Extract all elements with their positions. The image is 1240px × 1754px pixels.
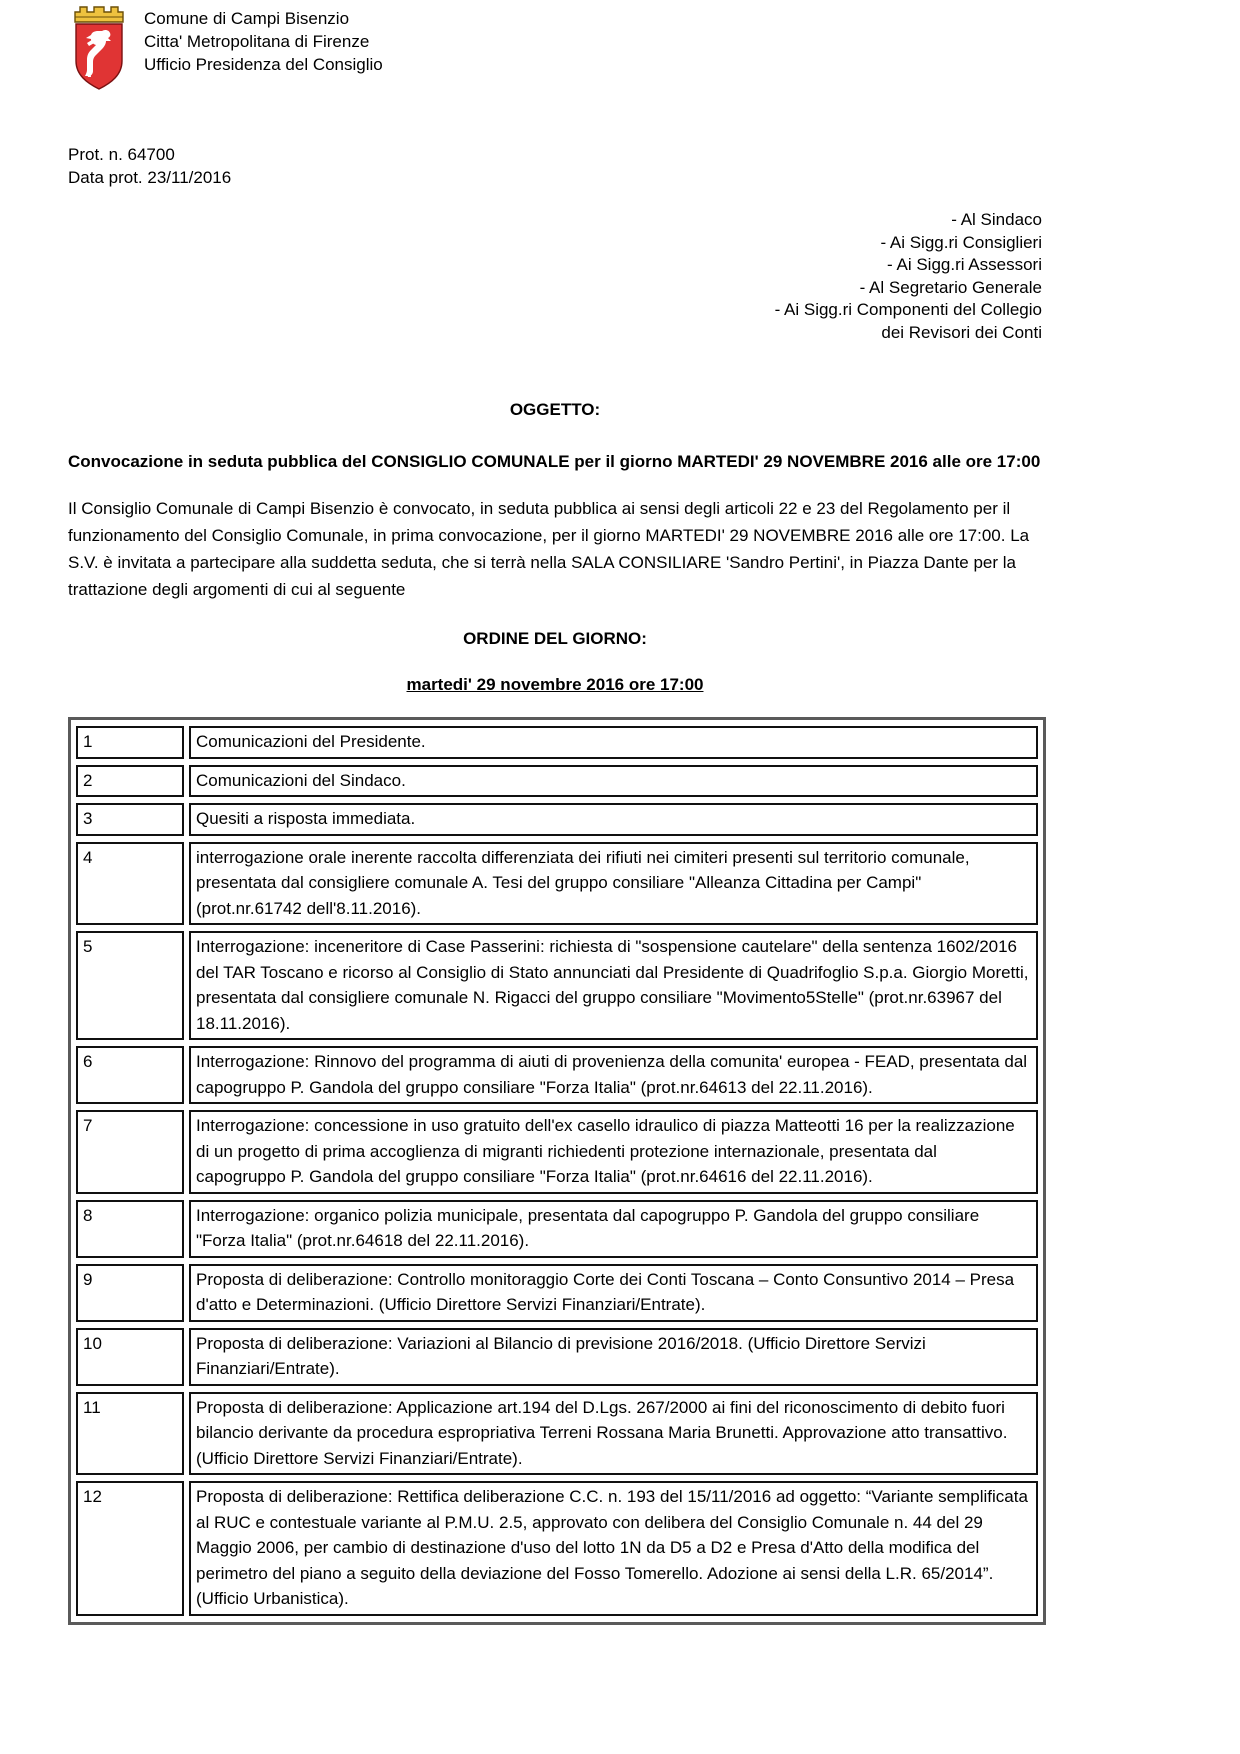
table-row xyxy=(76,1046,1038,1104)
protocol-number: Prot. n. 64700 xyxy=(68,145,175,164)
subject-bold-text: Convocazione in seduta pubblica del CONSIGLIO COMUNALE per il giorno MARTEDI' 29 NOVEMBRE 2016 alle ore 17:00 xyxy=(68,452,1041,471)
subject-label: OGGETTO: xyxy=(509,400,601,419)
protocol-date: Data prot. 23/11/2016 xyxy=(68,168,232,187)
table-row xyxy=(76,1264,1038,1322)
table-row xyxy=(76,726,1038,759)
agenda-title: ORDINE DEL GIORNO: xyxy=(463,629,647,648)
protocol-block xyxy=(68,143,1042,189)
org-line-citta: Citta' Metropolitana di Firenze xyxy=(144,32,370,51)
recipient-collegio: - Ai Sigg.ri Componenti del Collegio xyxy=(774,300,1042,319)
org-header xyxy=(68,0,1042,91)
agenda-item-number: 11 xyxy=(76,1392,184,1476)
agenda-item-number: 9 xyxy=(76,1264,184,1322)
table-row xyxy=(76,931,1038,1040)
agenda-item-number: 8 xyxy=(76,1200,184,1258)
agenda-item-number: 6 xyxy=(76,1046,184,1104)
agenda-item-number: 12 xyxy=(76,1481,184,1616)
org-line-ufficio: Ufficio Presidenza del Consiglio xyxy=(144,55,383,74)
recipients-block xyxy=(68,209,1042,344)
recipient-sindaco: - Al Sindaco xyxy=(951,210,1042,229)
agenda-item-text: Interrogazione: concessione in uso gratuito dell'ex casello idraulico di piazza Matteotti 16 per la realizzazione di un progetto di prima accoglienza di migranti richiedenti protezione internazionale, presentata dal capogruppo P. Gandola del gruppo consiliare "Forza Italia" (prot.nr.64616 del 22.11.2016). xyxy=(189,1110,1038,1194)
org-line-comune: Comune di Campi Bisenzio xyxy=(144,9,350,28)
agenda-item-text: Comunicazioni del Sindaco. xyxy=(189,765,1038,798)
document-content xyxy=(68,0,1042,1625)
agenda-item-text: interrogazione orale inerente raccolta differenziata dei rifiuti nei cimiteri presenti sul territorio comunale, presentata dal consigliere comunale A. Tesi del gruppo consiliare "Alleanza Cittadina per Campi" (prot.nr.61742 dell'8.11.2016). xyxy=(189,842,1038,926)
municipal-coat-of-arms-icon xyxy=(68,5,130,91)
agenda-item-text: Proposta di deliberazione: Rettifica deliberazione C.C. n. 193 del 15/11/2016 ad oggetto: “Variante semplificata al RUC e contestuale variante al P.M.U. 2.5, approvato con delibera del Consiglio Comunale n. 44 del 29 Maggio 2006, per cambio di destinazione d'uso del lotto 1N da D5 a D2 e Presa d'Atto della modifica del perimetro del piano a seguito della deviazione del Fosso Tomerello. Adozione ai sensi della L.R. 65/2014”. (Ufficio Urbanistica). xyxy=(189,1481,1038,1616)
agenda-item-number: 2 xyxy=(76,765,184,798)
recipient-consiglieri: - Ai Sigg.ri Consiglieri xyxy=(880,232,1042,252)
table-row xyxy=(76,1392,1038,1476)
agenda-item-number: 5 xyxy=(76,931,184,1040)
agenda-item-text: Proposta di deliberazione: Applicazione art.194 del D.Lgs. 267/2000 ai fini del riconoscimento di debito fuori bilancio derivante da procedura espropriativa Terreni Rossana Maria Brunetti. Approvazione atto transattivo. (Ufficio Direttore Servizi Finanziari/Entrate). xyxy=(189,1392,1038,1476)
table-row xyxy=(76,1328,1038,1386)
agenda-item-text: Quesiti a risposta immediata. xyxy=(189,803,1038,836)
table-row xyxy=(76,1110,1038,1194)
table-row xyxy=(76,803,1038,836)
agenda-table xyxy=(68,717,1046,1625)
recipient-segretario: - Al Segretario Generale xyxy=(859,277,1042,297)
recipient-revisori: dei Revisori dei Conti xyxy=(881,322,1042,342)
subject-body-paragraph: Il Consiglio Comunale di Campi Bisenzio è convocato, in seduta pubblica ai sensi degli articoli 22 e 23 del Regolamento per il funzionamento del Consiglio Comunale, in prima convocazione, per il giorno MARTEDI' 29 NOVEMBRE 2016 alle ore 17:00. La S.V. è invitata a partecipare alla suddetta seduta, che si terrà nella SALA CONSILIARE 'Sandro Pertini', in Piazza Dante per la trattazione degli argomenti di cui al seguente xyxy=(68,499,1030,599)
org-name-block xyxy=(144,5,383,76)
agenda-item-text: Interrogazione: Rinnovo del programma di aiuti di provenienza della comunita' europea - FEAD, presentata dal capogruppo P. Gandola del gruppo consiliare "Forza Italia" (prot.nr.64613 del 22.11.2016). xyxy=(189,1046,1038,1104)
agenda-item-number: 4 xyxy=(76,842,184,926)
recipient-assessori: - Ai Sigg.ri Assessori xyxy=(887,255,1042,274)
agenda-table-body xyxy=(76,726,1038,1616)
agenda-item-number: 1 xyxy=(76,726,184,759)
table-row xyxy=(76,1200,1038,1258)
agenda-item-text: Comunicazioni del Presidente. xyxy=(189,726,1038,759)
agenda-session-date: martedi' 29 novembre 2016 ore 17:00 xyxy=(406,675,704,694)
agenda-item-text: Interrogazione: inceneritore di Case Passerini: richiesta di "sospensione cautelare" della sentenza 1602/2016 del TAR Toscano e ricorso al Consiglio di Stato annunciati dal Presidente di Quadrifoglio S.p.a. Giorgio Moretti, presentata dal consigliere comunale N. Rigacci del gruppo consiliare "Movimento5Stelle" (prot.nr.63967 del 18.11.2016). xyxy=(189,931,1038,1040)
agenda-item-text: Interrogazione: organico polizia municipale, presentata dal capogruppo P. Gandola del gruppo consiliare "Forza Italia" (prot.nr.64618 del 22.11.2016). xyxy=(189,1200,1038,1258)
table-row xyxy=(76,842,1038,926)
agenda-item-text: Proposta di deliberazione: Controllo monitoraggio Corte dei Conti Toscana – Conto Consuntivo 2014 – Presa d'atto e Determinazioni. (Ufficio Direttore Servizi Finanziari/Entrate). xyxy=(189,1264,1038,1322)
agenda-item-text: Proposta di deliberazione: Variazioni al Bilancio di previsione 2016/2018. (Ufficio Direttore Servizi Finanziari/Entrate). xyxy=(189,1328,1038,1386)
agenda-item-number: 10 xyxy=(76,1328,184,1386)
agenda-item-number: 7 xyxy=(76,1110,184,1194)
table-row xyxy=(76,765,1038,798)
agenda-item-number: 3 xyxy=(76,803,184,836)
table-row xyxy=(76,1481,1038,1616)
